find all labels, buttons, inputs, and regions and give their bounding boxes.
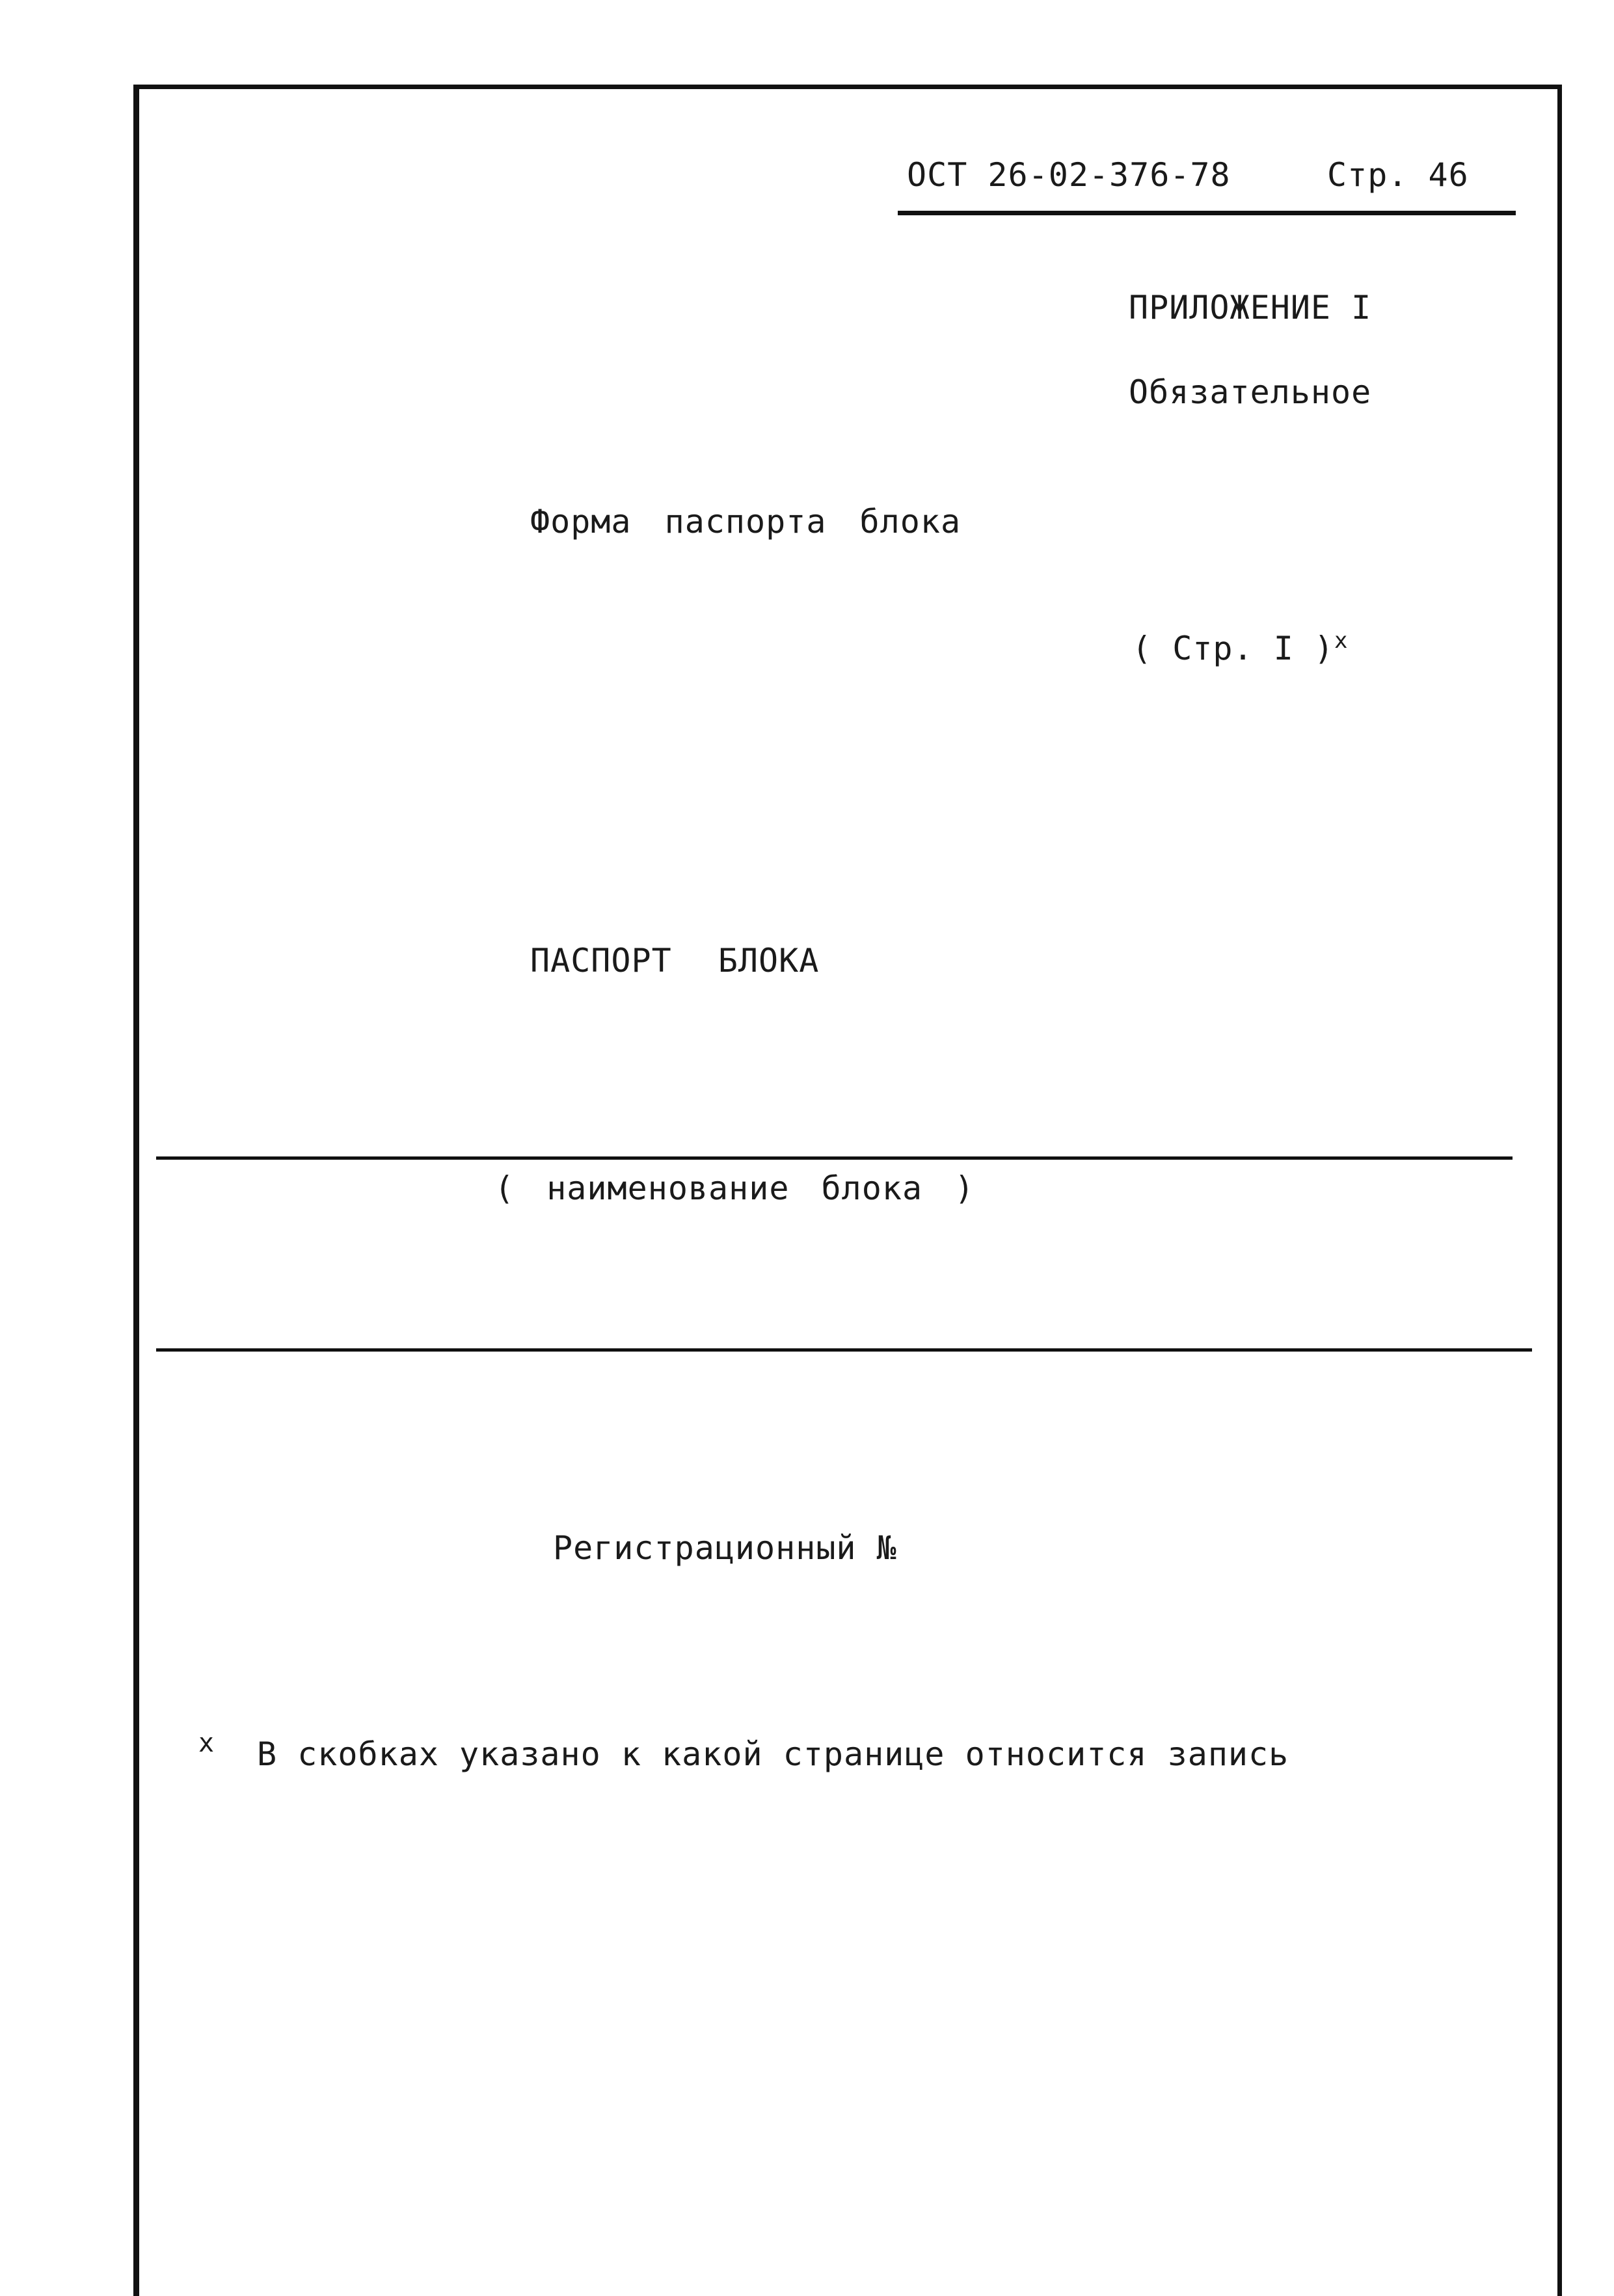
name-field-line (156, 1156, 1513, 1160)
footnote-mark: x (198, 1728, 215, 1758)
footnote-marker: x (1334, 628, 1349, 654)
standard-code: ОСТ 26-02-376-78 (907, 156, 1231, 194)
page-number: Стр. 46 (1327, 156, 1469, 194)
passport-title: ПАСПОРТ БЛОКА (530, 942, 820, 980)
separator-line (156, 1348, 1532, 1352)
page-marker-text: ( Стр. I ) (1132, 630, 1335, 667)
page-marker (1132, 628, 1349, 667)
appendix-status: Обязательное (1129, 373, 1372, 411)
registration-label: Регистрационный № (553, 1529, 897, 1567)
footnote-text: В скобках указано к какой странице относится запись (257, 1735, 1289, 1773)
form-title: Форма паспорта блока (530, 503, 962, 541)
name-field-caption: ( наименование блока ) (494, 1169, 975, 1207)
document-header (898, 156, 1516, 215)
appendix-title: ПРИЛОЖЕНИЕ I (1129, 289, 1372, 327)
